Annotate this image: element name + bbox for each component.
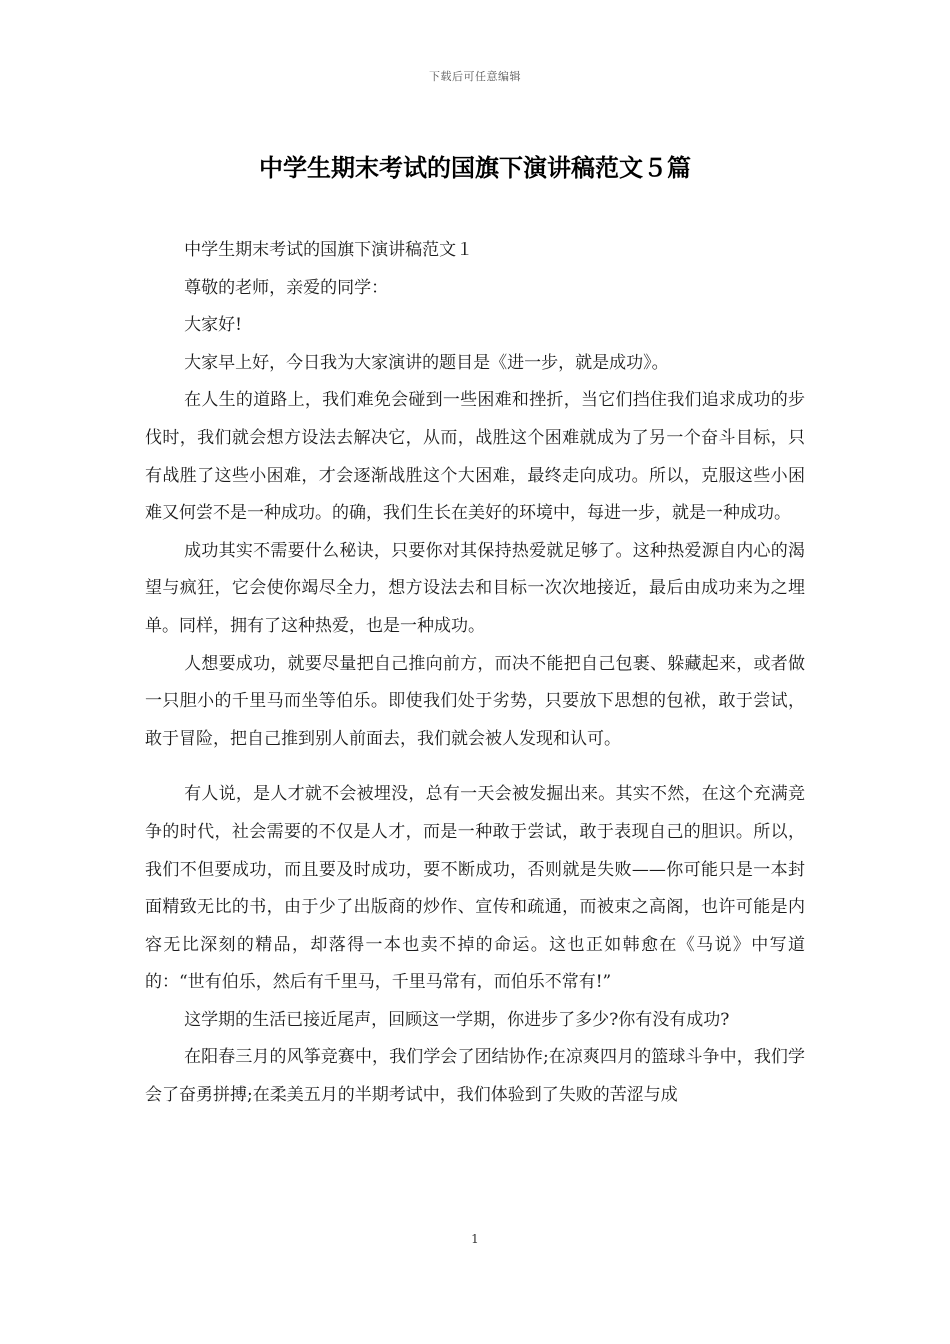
body-paragraph: 有人说，是人才就不会被埋没，总有一天会被发掘出来。其实不然，在这个充满竞争的时代，社会需要的不仅是人才，而是一种敢于尝试，敢于表现自己的胆识。所以，我们不但要成功，而且要及时成功，要不断成功，否则就是失败——你可能只是一本封面精致无比的书，由于少了出版商的炒作、宣传和疏通，而被束之高阁，也许可能是内容无比深刻的精品，却落得一本也卖不掉的命运。这也正如韩愈在《马说》中写道的：“世有伯乐，然后有千里马，千里马常有，而伯乐不常有!” — [145, 784, 805, 993]
body-paragraph: 这学期的生活已接近尾声，回顾这一学期，你进步了多少?你有没有成功? — [184, 1009, 730, 1030]
body-paragraph: 人想要成功，就要尽量把自己推向前方，而决不能把自己包裹、躲藏起来，或者做一只胆小的千里马而坐等伯乐。即使我们处于劣势，只要放下思想的包袱，敢于尝试，敢于冒险，把自己推到别人前面去，我们就会被人发现和认可。 — [145, 653, 805, 749]
body-paragraph: 在人生的道路上，我们难免会碰到一些困难和挫折，当它们挡住我们追求成功的步伐时，我们就会想方设法去解决它，从而，战胜这个困难就成为了另一个奋斗目标，只有战胜了这些小困难，才会逐渐战胜这个大困难，最终走向成功。所以，克服这些小困难又何尝不是一种成功。的确，我们生长在美好的环境中，每进一步，就是一种成功。 — [145, 390, 805, 524]
body-paragraph: 成功其实不需要什么秘诀，只要你对其保持热爱就足够了。这种热爱源自内心的渴望与疯狂，它会使你竭尽全力，想方设法去和目标一次次地接近，最后由成功来为之埋单。同样，拥有了这种热爱，也是一种成功。 — [145, 540, 805, 636]
salutation: 尊敬的老师，亲爱的同学： — [184, 277, 389, 298]
paragraph-gap — [145, 758, 805, 776]
greeting: 大家好! — [184, 315, 242, 336]
body-paragraph: 在阳春三月的风筝竞赛中，我们学会了团结协作;在凉爽四月的篮球斗争中，我们学会了奋勇拼搏;在柔美五月的半期考试中，我们体验到了失败的苦涩与成 — [145, 1047, 805, 1106]
speech-intro: 大家早上好，今日我为大家演讲的题目是《进一步，就是成功》。 — [184, 352, 669, 373]
section-heading: 中学生期末考试的国旗下演讲稿范文１ — [184, 240, 474, 260]
document-body — [145, 232, 805, 1115]
header-note: 下载后可任意编辑 — [429, 70, 521, 83]
page-number: 1 — [471, 1232, 479, 1246]
document-title: 中学生期末考试的国旗下演讲稿范文５篇 — [259, 154, 691, 182]
